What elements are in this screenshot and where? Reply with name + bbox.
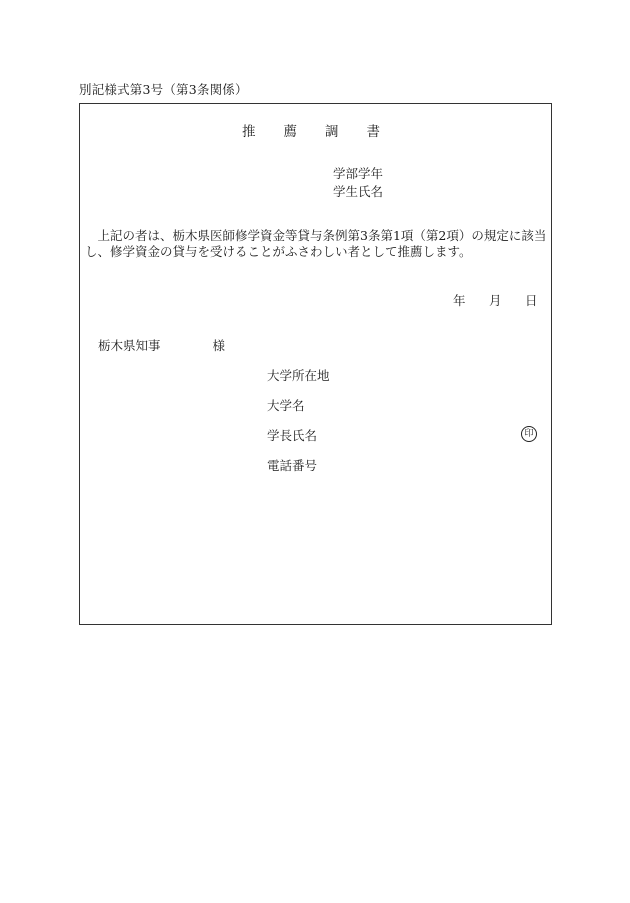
university-name-label: 大学名 — [267, 398, 305, 413]
date-month-label: 月 — [489, 293, 502, 308]
date-day-label: 日 — [525, 293, 538, 308]
university-address-label: 大学所在地 — [267, 368, 330, 383]
phone-number-label: 電話番号 — [267, 458, 318, 473]
recommendation-statement: 上記の者は、栃木県医師修学資金等貸与条例第3条第1項（第2項）の規定に該当し、修学資金の貸与を受けることがふさわしい者として推薦します。 — [85, 228, 547, 259]
student-name-label: 学生氏名 — [333, 184, 384, 199]
date-year-label: 年 — [453, 293, 466, 308]
addressee-line — [98, 336, 225, 354]
addressee-name: 栃木県知事 — [98, 338, 161, 353]
seal-mark-icon: 印 — [521, 426, 537, 442]
form-number-label: 別記様式第3号（第3条関係） — [79, 82, 248, 97]
date-line — [453, 291, 538, 309]
recommendation-form-frame — [79, 103, 552, 625]
president-name-label: 学長氏名 — [267, 428, 318, 443]
document-title: 推薦調書 — [242, 124, 408, 140]
student-year-label: 学部学年 — [333, 166, 384, 181]
student-info-block — [333, 165, 383, 201]
addressee-honorific: 様 — [212, 338, 226, 353]
